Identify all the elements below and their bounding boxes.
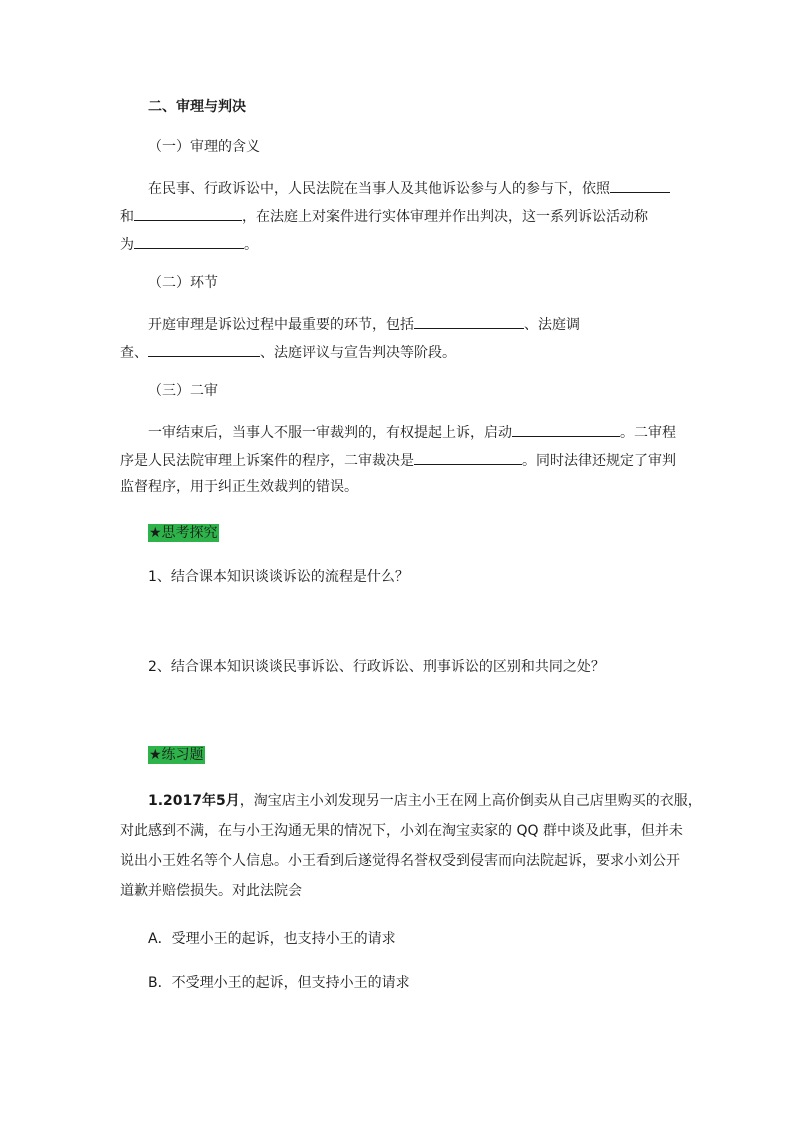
paragraph-line — [148, 314, 580, 334]
exercise-line: 道歉并赔偿损失。对此法院会 — [120, 883, 302, 899]
think-label — [148, 524, 219, 542]
paragraph-line — [148, 178, 670, 198]
fill-blank — [148, 342, 260, 357]
text-segment: 序是人民法院审理上诉案件的程序，二审裁决是 — [120, 453, 414, 469]
exercise-label — [148, 746, 205, 764]
option-b: B．不受理小王的起诉，但支持小王的请求 — [148, 975, 410, 991]
text-segment: 在民事、行政诉讼中，人民法院在当事人及其他诉讼参与人的参与下，依照 — [148, 181, 610, 197]
paragraph-line — [120, 342, 456, 362]
text-segment: 开庭审理是诉讼过程中最重要的环节，包括 — [148, 317, 414, 333]
highlight-label: ★练习题 — [149, 747, 204, 763]
text-segment: 。二审程 — [620, 425, 676, 441]
fill-blank — [512, 422, 620, 437]
exercise-line — [148, 792, 702, 810]
section-title: 二、审理与判决 — [148, 99, 246, 115]
text-segment: 一审结束后，当事人不服一审裁判的，有权提起上诉，启动 — [148, 425, 512, 441]
paragraph-line — [148, 422, 676, 442]
text-segment: ，淘宝店主小刘发现另一店主小王在网上高价倒卖从自己店里购买的衣服， — [239, 793, 702, 809]
fill-blank — [610, 178, 670, 193]
fill-blank — [414, 314, 524, 329]
paragraph-line: 监督程序，用于纠正生效裁判的错误。 — [120, 479, 358, 495]
paragraph-line — [120, 450, 676, 470]
subheading-meaning: （一）审理的含义 — [148, 139, 260, 155]
text-segment: 、法庭调 — [524, 317, 580, 333]
text-segment: 、法庭评议与宣告判决等阶段。 — [260, 345, 456, 361]
exercise-line: 对此感到不满，在与小王沟通无果的情况下，小刘在淘宝卖家的 QQ 群中谈及此事，但并未 — [120, 823, 683, 839]
text-segment: 和 — [120, 209, 134, 225]
text-segment: 为 — [120, 237, 134, 253]
text-segment: 。同时法律还规定了审判 — [522, 453, 676, 469]
fill-blank — [414, 450, 522, 465]
text-segment: 。 — [244, 237, 258, 253]
option-a: A．受理小王的起诉，也支持小王的请求 — [148, 931, 396, 947]
question-2: 2、结合课本知识谈谈民事诉讼、行政诉讼、刑事诉讼的区别和共同之处？ — [148, 659, 605, 675]
fill-blank — [134, 234, 244, 249]
text-segment: ，在法庭上对案件进行实体审理并作出判决，这一系列诉讼活动称 — [242, 209, 648, 225]
highlight-label: ★思考探究 — [149, 525, 218, 541]
exercise-line: 说出小王姓名等个人信息。小王看到后遂觉得名誉权受到侵害而向法院起诉，要求小刘公开 — [120, 853, 680, 869]
fill-blank — [134, 206, 242, 221]
subheading-stages: （二）环节 — [148, 275, 218, 291]
paragraph-line — [120, 206, 648, 226]
question-1: 1、结合课本知识谈谈诉讼的流程是什么？ — [148, 569, 409, 585]
text-segment: 查、 — [120, 345, 148, 361]
question-number: 1.2017年5月 — [148, 793, 240, 809]
paragraph-line — [120, 234, 258, 254]
subheading-second-instance: （三）二审 — [148, 383, 218, 399]
